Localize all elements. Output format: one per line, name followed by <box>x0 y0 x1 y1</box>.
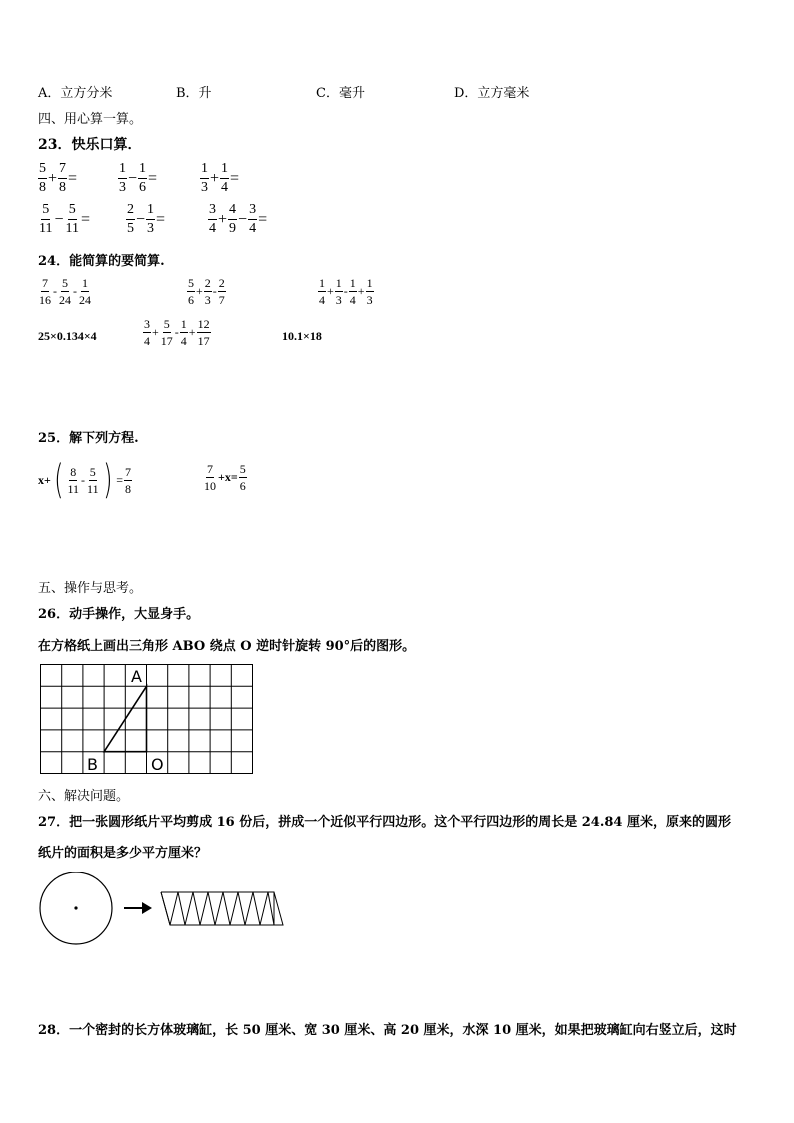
q24-expr-5: $\frac{3}{4}$ + $\frac{5}{17}$ - $\frac{1}{4}$ + $\frac{12}{17}$ <box>144 317 210 348</box>
q23-expr-4: $\frac{5}{11}$ − $\frac{5}{11}$ = <box>39 202 91 236</box>
circle-center-dot <box>74 906 77 909</box>
q24-expr-3: $\frac{1}{4}$ + $\frac{1}{3}$ - $\frac{1}{4}$ + $\frac{1}{3}$ <box>319 276 373 307</box>
section-5-title: 五、操作与思考。 <box>38 581 143 596</box>
label-o: O <box>151 755 164 774</box>
q23-expr-2: $\frac{1}{3}$ − $\frac{1}{6}$ = <box>119 161 158 195</box>
q23-expr-1: $\frac{5}{8}$ + $\frac{7}{8}$ = <box>39 161 78 195</box>
option-a: A．立方分米 <box>38 86 113 101</box>
label-b: B <box>87 755 98 774</box>
q26-instruction: 在方格纸上画出三角形 ABO 绕点 O 逆时针旋转 90°后的图形。 <box>38 639 416 654</box>
q24-title: 24．能简算的要简算. <box>38 254 165 269</box>
q24-expr-2: $\frac{5}{6}$ + $\frac{2}{3}$ - $\frac{2}{7}$ <box>188 276 225 307</box>
q23-expr-5: $\frac{2}{5}$ − $\frac{1}{3}$ = <box>127 202 166 236</box>
q28-text-line-1: 28．一个密封的长方体玻璃缸，长 50 厘米、宽 30 厘米、高 20 厘米，水深 10 厘米，如果把玻璃缸向右竖立后，这时 <box>38 1023 737 1038</box>
section-4-title: 四、用心算一算。 <box>38 112 143 127</box>
parallelogram-shape <box>161 892 283 925</box>
q25-equation-2: $\frac{7}{10}$ +x= $\frac{5}{6}$ <box>204 462 246 493</box>
q25-title: 25．解下列方程. <box>38 431 139 446</box>
q24-expr-1: $\frac{7}{16}$ - $\frac{5}{24}$ - $\frac{1}{24}$ <box>39 276 91 307</box>
q23-expr-3: $\frac{1}{3}$ + $\frac{1}{4}$ = <box>201 161 240 195</box>
label-a: A <box>131 667 142 686</box>
option-b: B．升 <box>176 86 212 101</box>
arrow-right-icon <box>124 902 152 914</box>
q24-expr-4: 25×0.134×4 <box>38 329 97 343</box>
option-c: C．毫升 <box>316 86 365 101</box>
grid-figure <box>40 664 256 776</box>
q23-title: 23．快乐口算． <box>38 137 142 153</box>
q23-expr-6: $\frac{3}{4}$ + $\frac{4}{9}$ − $\frac{3}{4}$ = <box>209 202 268 236</box>
q27-text-line-2: 纸片的面积是多少平方厘米？ <box>38 846 208 861</box>
q27-text-line-1: 27．把一张圆形纸片平均剪成 16 份后，拼成一个近似平行四边形。这个平行四边形的周长是 24.84 厘米，原来的圆形 <box>38 815 731 830</box>
option-d: D．立方毫米 <box>454 86 530 101</box>
q24-expr-6: 10.1×18 <box>282 329 322 343</box>
circle-to-parallelogram-figure <box>38 872 288 946</box>
section-6-title: 六、解决问题。 <box>38 789 130 804</box>
q26-title: 26．动手操作，大显身手。 <box>38 607 200 622</box>
q25-equation-1: x+ ( $\frac{8}{11}$ - $\frac{5}{11}$ ) = $\frac{7}{8}$ <box>38 457 131 503</box>
